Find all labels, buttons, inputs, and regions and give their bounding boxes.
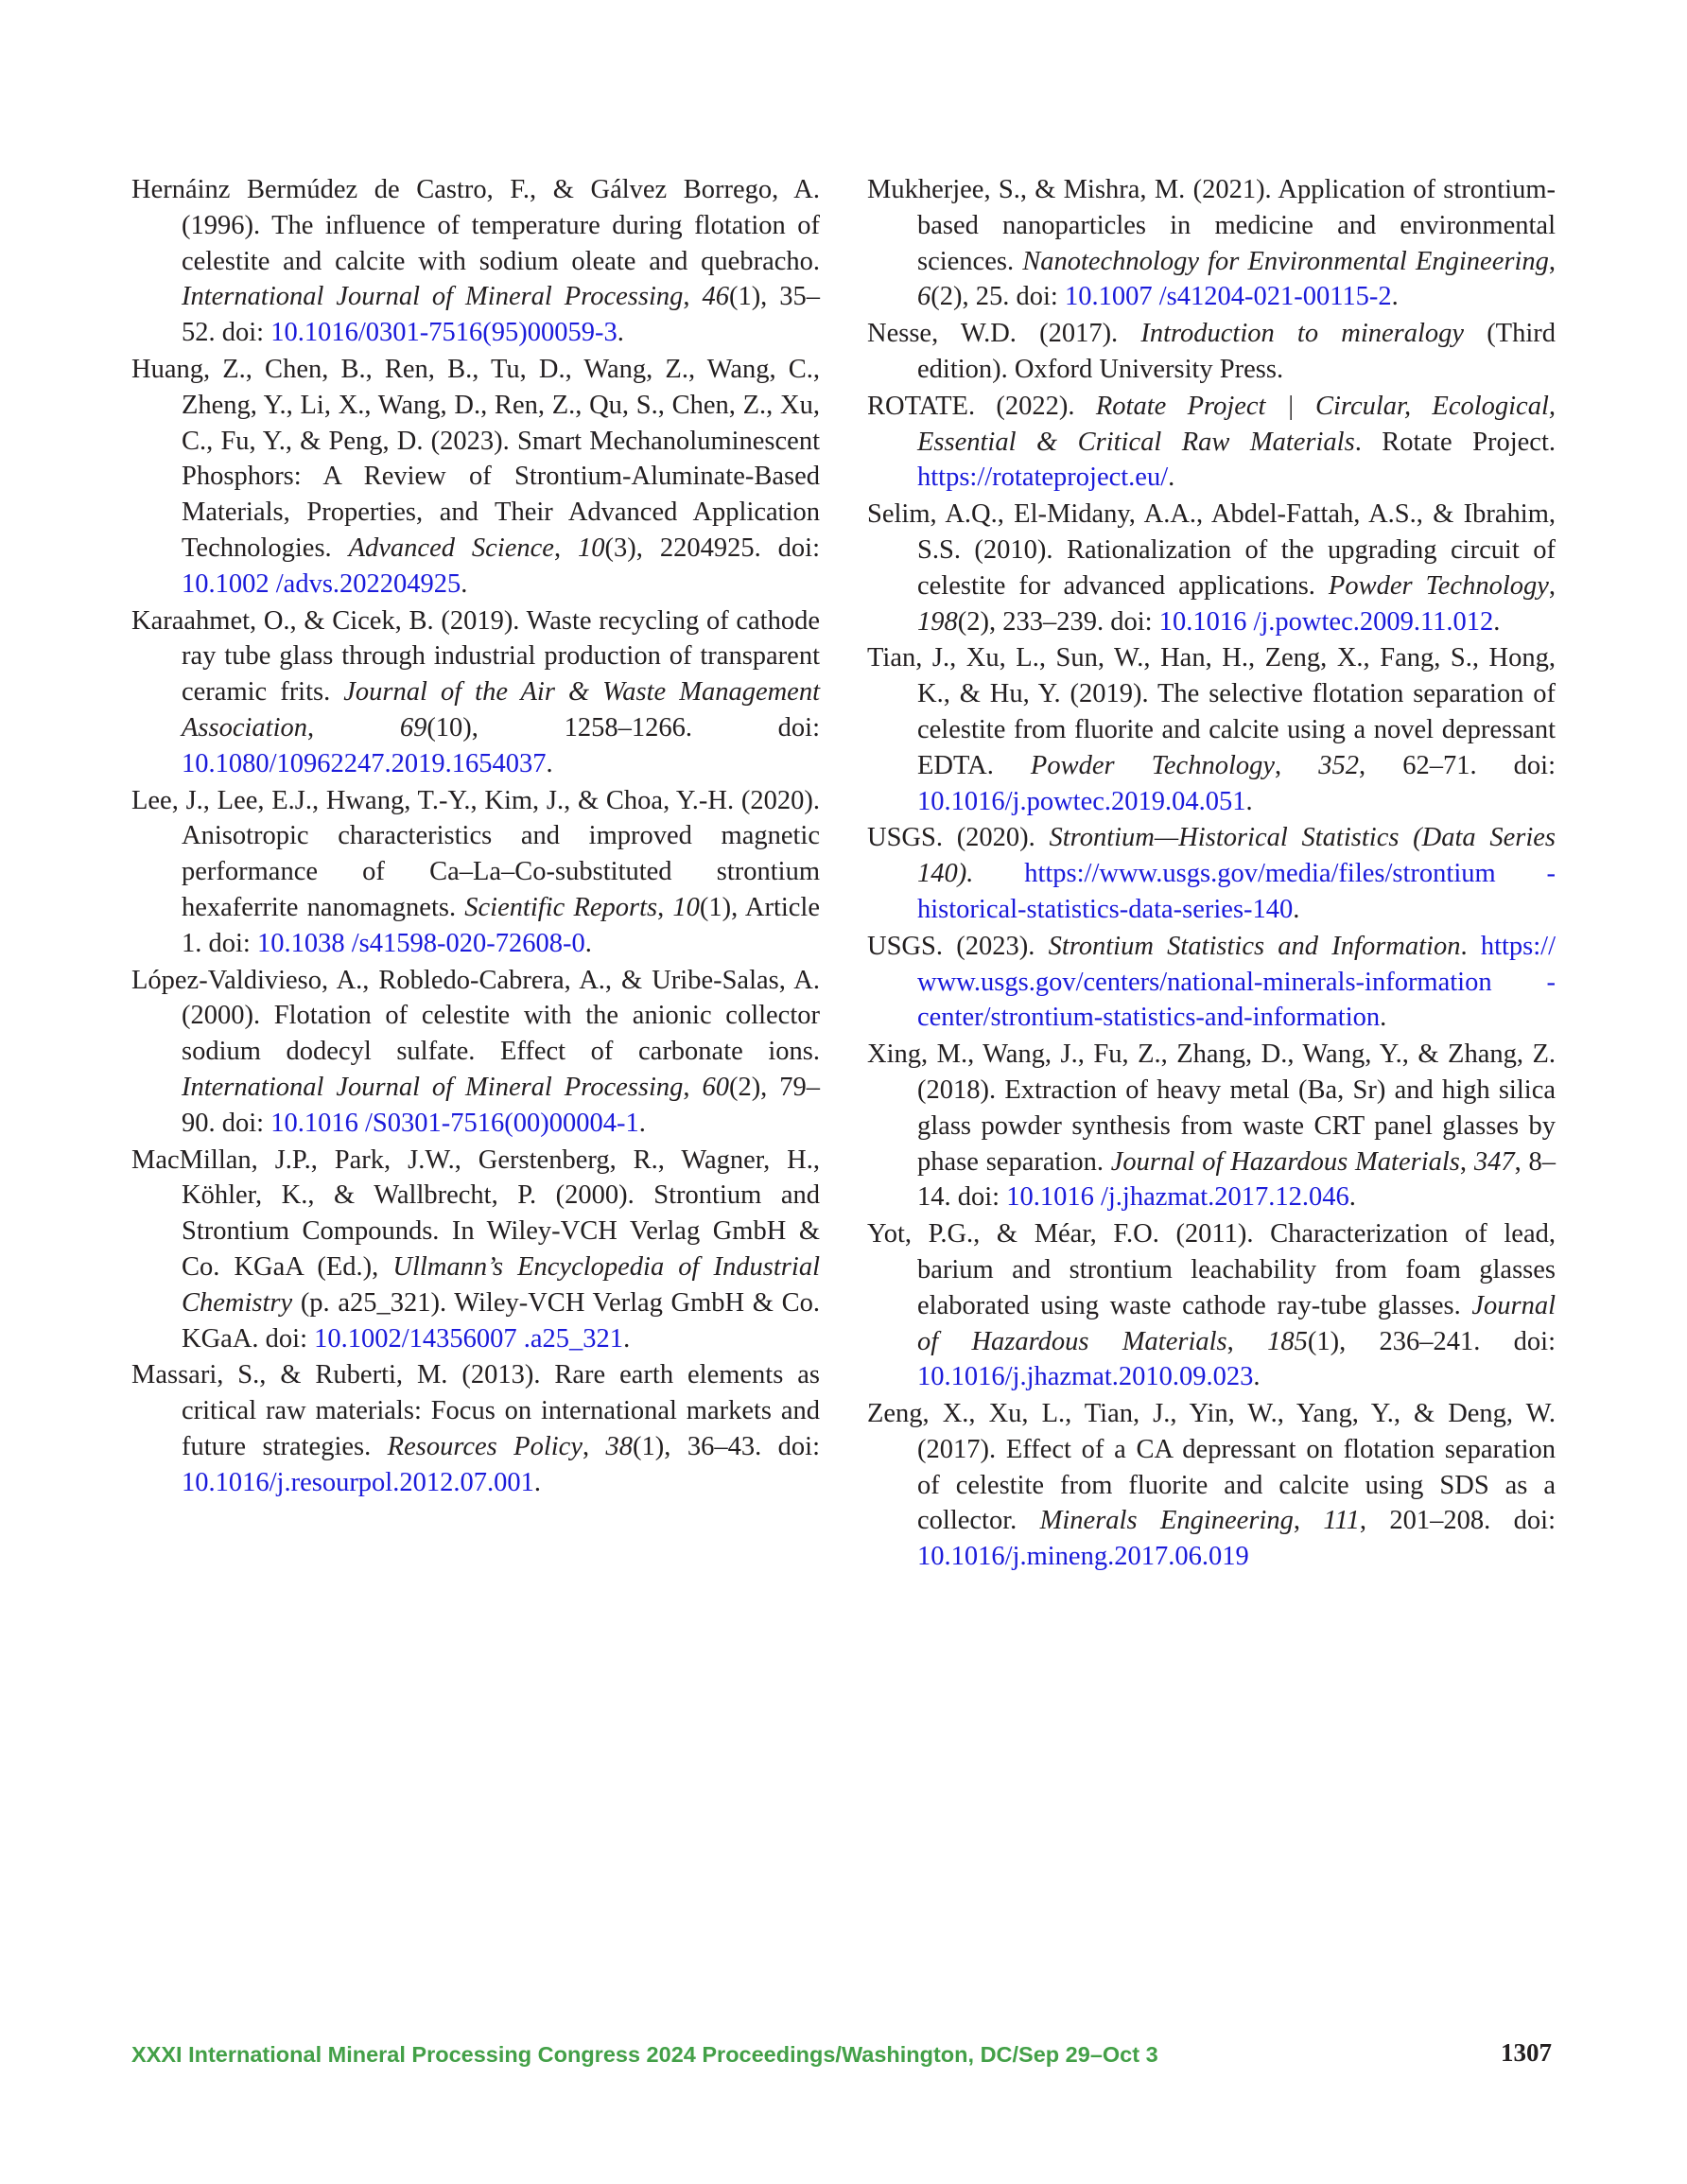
reference-authors-title: Xing, M., Wang, J., Fu, Z., Zhang, D., Wang, Y., & Zhang, Z. (2018). Extraction of heavy metal (Ba, Sr) and high silica glass powder synthesis from waste CRT panel glasses by phase separation. [867, 1040, 1556, 1177]
reference-authors-title: Zeng, X., Xu, L., Tian, J., Yin, W., Yang, Y., & Deng, W. (2017). Effect of a CA depressant on flotation separation of celestite from fluorite and calcite using SDS as a collector. [867, 1399, 1556, 1536]
reference-source: Ullmann’s Encyclopedia of Industrial Chemistry [182, 1251, 820, 1318]
reference-authors-title: Massari, S., & Ruberti, M. (2013). Rare earth elements as critical raw materials: Focus on international markets and future strategies. [131, 1360, 820, 1461]
reference-text: . [1245, 786, 1253, 816]
reference-text: (2), 25. doi: [930, 282, 1065, 312]
reference-authors-title: USGS. (2020). [867, 823, 1050, 853]
reference-link[interactable]: 10.1002 /advs.202204925 [182, 568, 461, 599]
reference-text: , [307, 712, 400, 743]
reference-authors-title: Hernáinz Bermúdez de Castro, F., & Gálvez Borrego, A. (1996). The influence of temperature during flotation of celestite and calcite with sodium oleate and quebracho. [131, 175, 820, 276]
reference-text: (1), 35–52. doi: [182, 282, 820, 348]
reference-text: , [1548, 246, 1556, 276]
reference-text: . [546, 748, 553, 778]
reference-volume: 198 [917, 606, 958, 637]
reference-authors-title: Yot, P.G., & Méar, F.O. (2011). Characterization of lead, barium and strontium leachability from foam glasses elaborated using waste cathode ray-tube glasses. [867, 1219, 1556, 1320]
reference-text: , 201–208. doi: [1359, 1506, 1556, 1536]
reference-text: , [1226, 1326, 1268, 1356]
reference-source: Powder Technology [1030, 750, 1276, 780]
reference-authors-title: Lee, J., Lee, E.J., Hwang, T.-Y., Kim, J., & Choa, Y.-H. (2020). Anisotropic characteristics and improved magnetic performance of Ca–La–Co-substituted strontium hexaferrite nanomagnets. [131, 785, 820, 922]
reference-authors-title: Mukherjee, S., & Mishra, M. (2021). Application of strontium-based nanoparticles in medicine and environmental sciences. [867, 175, 1556, 276]
reference-volume: 69 [399, 712, 427, 743]
reference-entry [131, 783, 820, 962]
reference-text: . [1493, 606, 1501, 637]
reference-link[interactable]: 10.1016/j.mineng.2017.06.019 [917, 1542, 1249, 1572]
reference-link[interactable]: 10.1016 /S0301-7516(00)00004-1 [270, 1108, 639, 1138]
reference-source: Resources Policy [387, 1431, 583, 1461]
reference-link[interactable]: 10.1016/j.resourpol.2012.07.001 [182, 1467, 534, 1497]
reference-volume: 60 [702, 1072, 729, 1102]
reference-authors-title: Tian, J., Xu, L., Sun, W., Han, H., Zeng, X., Fang, S., Hong, K., & Hu, Y. (2019). The selective flotation separation of celestite from fluorite and calcite using a novel depressant EDTA. [867, 643, 1556, 780]
reference-source: Nanotechnology for Environmental Engineering [1022, 246, 1549, 276]
reference-link[interactable]: 10.1016/j.powtec.2019.04.051 [917, 786, 1246, 816]
reference-text: , [657, 892, 673, 922]
reference-volume: 10 [672, 892, 700, 922]
reference-text: , [553, 533, 579, 563]
page-number: 1307 [1501, 2038, 1552, 2067]
reference-entry [867, 389, 1556, 496]
reference-text: , [1548, 570, 1557, 601]
reference-link[interactable]: 10.1007 /s41204-021-00115-2 [1064, 282, 1392, 312]
reference-link[interactable]: https://rotateproject.eu/ [917, 463, 1169, 493]
reference-source: Journal of Hazardous Materials [917, 1290, 1556, 1356]
reference-entry [131, 1357, 820, 1500]
reference-text: . [1391, 282, 1399, 312]
reference-text: . [533, 1467, 541, 1497]
reference-text: . [1460, 931, 1481, 961]
reference-volume: 347 [1473, 1146, 1515, 1177]
reference-text: . [461, 568, 468, 599]
reference-volume: 6 [917, 282, 931, 312]
footer-conference-title: XXXI International Mineral Processing Congress 2024 Proceedings/Washington, DC/Sep 29–Oct 3 [131, 2042, 1158, 2067]
reference-link[interactable]: 10.1038 /s41598-020-72608-0 [256, 928, 585, 958]
reference-text: , 62–71. doi: [1359, 750, 1557, 780]
reference-text: (Third edition). Oxford University Press. [917, 319, 1557, 384]
references-left-column [131, 172, 820, 1501]
reference-entry [867, 1037, 1556, 1215]
reference-text: , 8–14. doi: [917, 1146, 1557, 1213]
reference-text: , [1293, 1506, 1324, 1536]
reference-text: . [1293, 894, 1300, 924]
reference-text: . Rotate Project. [1354, 427, 1556, 457]
reference-authors-title: Karaahmet, O., & Cicek, B. (2019). Waste recycling of cathode ray tube glass through industrial production of transparent ceramic frits. [131, 605, 820, 708]
reference-link[interactable]: 10.1016 /j.powtec.2009.11.012 [1158, 606, 1494, 637]
reference-text: , [1459, 1146, 1474, 1177]
reference-source: Journal of Hazardous Materials [1110, 1146, 1460, 1177]
reference-source: International Journal of Mineral Processing [182, 282, 684, 312]
reference-volume: 46 [702, 282, 729, 312]
reference-text: (1), 36–43. doi: [633, 1431, 820, 1461]
reference-link[interactable]: 10.1080/10962247.2019.1654037 [182, 748, 547, 778]
reference-entry [867, 497, 1556, 639]
reference-text: (3), 2204925. doi: [604, 533, 820, 563]
reference-entry [131, 603, 820, 782]
reference-text: , [1275, 750, 1319, 780]
reference-entry [131, 1143, 820, 1357]
reference-volume: 111 [1323, 1506, 1360, 1536]
reference-text: , [683, 282, 703, 312]
reference-entry [867, 929, 1556, 1036]
reference-text: . [1380, 1003, 1387, 1033]
reference-authors-title: USGS. (2023). [867, 931, 1049, 961]
reference-source: Powder Technology [1328, 570, 1549, 601]
reference-text: . [584, 928, 592, 958]
reference-source: International Journal of Mineral Processing [182, 1072, 684, 1102]
reference-text: (10), 1258–1266. doi: [426, 712, 820, 743]
reference-source: Strontium—Historical Statistics (Data Series 140). [917, 823, 1556, 889]
reference-text: . [638, 1108, 646, 1138]
reference-source: Journal of the Air & Waste Management Association [182, 677, 820, 743]
reference-link[interactable]: 10.1002/14356007 .a25_321 [314, 1323, 624, 1354]
reference-source: Advanced Science [348, 533, 554, 563]
reference-entry [867, 1216, 1556, 1395]
reference-text [973, 859, 1024, 888]
reference-source: Strontium Statistics and Information [1048, 931, 1461, 961]
reference-entry [867, 316, 1556, 388]
reference-volume: 185 [1267, 1326, 1308, 1356]
reference-entry [867, 640, 1556, 819]
reference-authors-title: Selim, A.Q., El-Midany, A.A., Abdel-Fattah, A.S., & Ibrahim, S.S. (2010). Rationalization of the upgrading circuit of celestite for advanced applications. [867, 499, 1556, 601]
reference-entry [131, 172, 820, 351]
reference-link[interactable]: 10.1016/j.jhazmat.2010.09.023 [917, 1362, 1254, 1392]
reference-source: Introduction to mineralogy [1140, 319, 1465, 349]
reference-text: . [1253, 1362, 1261, 1392]
reference-volume: 352 [1318, 750, 1359, 780]
reference-text: , [683, 1072, 703, 1102]
reference-text: (2), 79–90. doi: [182, 1072, 820, 1138]
reference-source: Rotate Project | Circular, Ecological, Essential & Critical Raw Materials [917, 391, 1556, 457]
reference-link[interactable]: https:// www.usgs.gov/centers/national-minerals-information -center/strontium-statistics-and-information [917, 931, 1556, 1033]
reference-source: Minerals Engineering [1039, 1506, 1294, 1536]
reference-text: . [1168, 463, 1175, 493]
reference-text: . [623, 1323, 631, 1354]
reference-volume: 38 [605, 1431, 634, 1461]
reference-entry [867, 820, 1556, 927]
reference-link[interactable]: https://www.usgs.gov/media/files/strontium -historical-statistics-data-series-140 [917, 859, 1556, 924]
reference-entry [131, 352, 820, 603]
reference-text: (1), 236–241. doi: [1307, 1326, 1557, 1356]
reference-text: (2), 233–239. doi: [957, 606, 1159, 637]
reference-authors-title: Nesse, W.D. (2017). [867, 319, 1141, 349]
reference-text: (1), Article 1. doi: [182, 892, 820, 958]
reference-entry [131, 963, 820, 1142]
reference-link[interactable]: 10.1016 /j.jhazmat.2017.12.046 [1006, 1182, 1349, 1213]
reference-source: Scientific Reports [464, 892, 658, 922]
reference-link[interactable]: 10.1016/0301-7516(95)00059-3 [270, 318, 617, 348]
reference-authors-title: López-Valdivieso, A., Robledo-Cabrera, A., & Uribe-Salas, A. (2000). Flotation of celestite with the anionic collector sodium dodecyl sulfate. Effect of carbonate ions. [131, 965, 820, 1067]
reference-volume: 10 [578, 533, 605, 563]
reference-text: . [1348, 1182, 1356, 1213]
reference-entry [867, 172, 1556, 315]
reference-authors-title: ROTATE. (2022). [867, 391, 1096, 421]
reference-text: . [617, 318, 624, 348]
reference-text: (p. a25_321). Wiley-VCH Verlag GmbH & Co. KGaA. doi: [182, 1287, 820, 1354]
reference-text: , [582, 1431, 606, 1461]
reference-authors-title: Huang, Z., Chen, B., Ren, B., Tu, D., Wang, Z., Wang, C., Zheng, Y., Li, X., Wang, D., Ren, Z., Qu, S., Chen, Z., Xu, C., Fu, Y., & Peng, D. (2023). Smart Mechanoluminescent Phosphors: A Review of Strontium-Aluminate-Based Materials, Properties, and Their Advanced Application Technologies. [131, 354, 820, 563]
references-right-column [867, 172, 1556, 1576]
reference-authors-title: MacMillan, J.P., Park, J.W., Gerstenberg, R., Wagner, H., Köhler, K., & Wallbrecht, P. (2000). Strontium and Strontium Compounds. In Wiley-VCH Verlag GmbH & Co. KGaA (Ed.), [131, 1144, 820, 1282]
reference-entry [867, 1396, 1556, 1575]
